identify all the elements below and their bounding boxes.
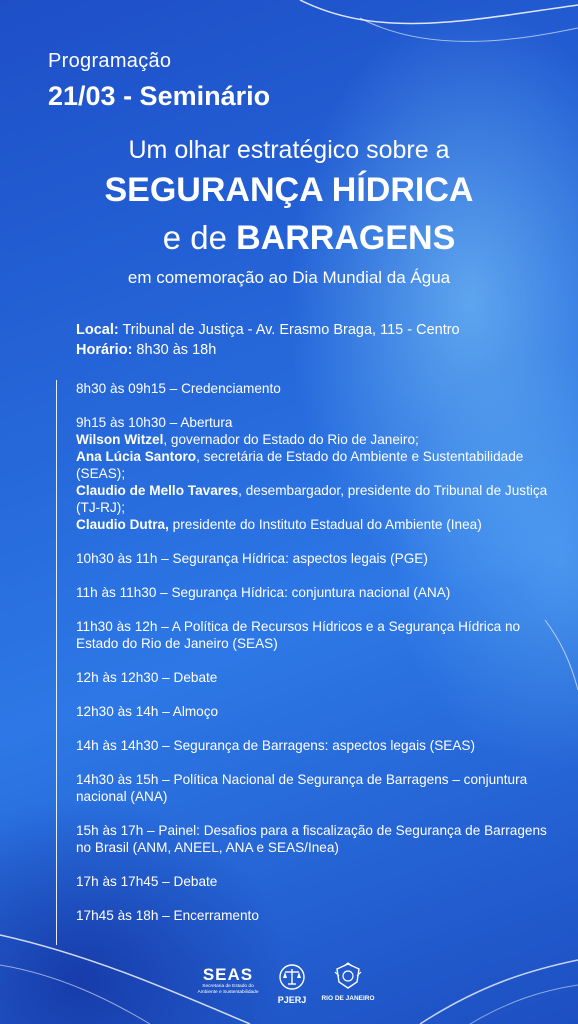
opener-1	[76, 431, 556, 448]
opener-role: , desembargador, presidente do Tribunal de Justiça (TJ-RJ);	[76, 483, 548, 515]
opener-name: Wilson Witzel	[76, 432, 164, 447]
opener-role: , governador do Estado do Rio de Janeiro;	[163, 432, 419, 447]
schedule-item: 17h às 17h45 – Debate	[76, 874, 218, 889]
venue-time	[76, 340, 460, 360]
schedule-item: 17h45 às 18h – Encerramento	[76, 908, 259, 923]
schedule-item: 11h30 às 12h – A Política de Recursos Hídricos e a Segurança Hídrica no Estado do Rio de Janeiro (SEAS)	[76, 619, 521, 651]
opener-role: , secretária de Estado do Ambiente e Sustentabilidade (SEAS);	[76, 449, 524, 481]
title-line-1: Um olhar estratégico sobre a	[128, 136, 450, 164]
schedule-item-abertura: 9h15 às 10h30 – Abertura	[76, 415, 233, 430]
opener-name: Claudio Dutra,	[76, 517, 169, 532]
pjerj-logo	[272, 964, 312, 1005]
seas-logo	[196, 966, 260, 995]
opener-name: Claudio de Mello Tavares	[76, 483, 239, 498]
local-value: Tribunal de Justiça - Av. Erasmo Braga, 115 - Centro	[118, 322, 460, 338]
schedule-list	[56, 380, 556, 945]
local-label: Local:	[76, 322, 119, 338]
program-label: Programação	[48, 50, 172, 72]
schedule-item: 14h30 às 15h – Política Nacional de Segurança de Barragens – conjuntura nacional (ANA)	[76, 772, 528, 804]
opener-role: presidente do Instituto Estadual do Ambiente (Inea)	[168, 517, 482, 532]
title-line-3	[0, 216, 578, 260]
venue-info	[76, 320, 460, 360]
time-value: 8h30 às 18h	[132, 342, 217, 358]
title-line-3-bold: BARRAGENS	[236, 219, 456, 257]
sponsor-logos	[0, 962, 578, 1008]
opener-4	[76, 516, 556, 533]
schedule-item: 15h às 17h – Painel: Desafios para a fiscalização de Segurança de Barragens no Brasil (ANM, ANEEL, ANA e SEAS/Inea)	[76, 823, 547, 855]
seas-logo-tagline: Secretaria de Estado do Ambiente e Sustentabilidade	[197, 984, 259, 995]
schedule-item-credenciamento: 8h30 às 09h15 – Credenciamento	[76, 381, 281, 396]
rio-de-janeiro-logo	[320, 962, 376, 1003]
opener-2	[76, 448, 556, 482]
title-subtitle: em comemoração ao Dia Mundial da Água	[127, 268, 451, 287]
venue-local	[76, 320, 460, 340]
time-label: Horário:	[76, 342, 133, 358]
opener-name: Ana Lúcia Santoro	[76, 449, 197, 464]
pjerj-logo-name: PJERJ	[277, 995, 307, 1005]
schedule-item: 12h30 às 14h – Almoço	[76, 704, 219, 719]
schedule-item: 12h às 12h30 – Debate	[76, 670, 218, 685]
schedule-item: 11h às 11h30 – Segurança Hídrica: conjuntura nacional (ANA)	[76, 585, 451, 600]
seas-logo-name: SEAS	[202, 965, 254, 984]
opener-3	[76, 482, 556, 516]
rio-de-janeiro-logo-name: RIO DE JANEIRO	[321, 995, 375, 1002]
schedule-item: 10h30 às 11h – Segurança Hídrica: aspectos legais (PGE)	[76, 551, 428, 566]
title-line-3-prefix: e de	[162, 219, 237, 256]
title-line-2: SEGURANÇA HÍDRICA	[104, 171, 474, 209]
schedule-item: 14h às 14h30 – Segurança de Barragens: aspectos legais (SEAS)	[76, 738, 476, 753]
header	[48, 50, 270, 112]
date-label: 21/03 - Seminário	[48, 81, 271, 111]
state-coat-of-arms-icon	[333, 962, 363, 990]
event-title	[0, 134, 578, 290]
scales-of-justice-icon	[278, 964, 306, 990]
